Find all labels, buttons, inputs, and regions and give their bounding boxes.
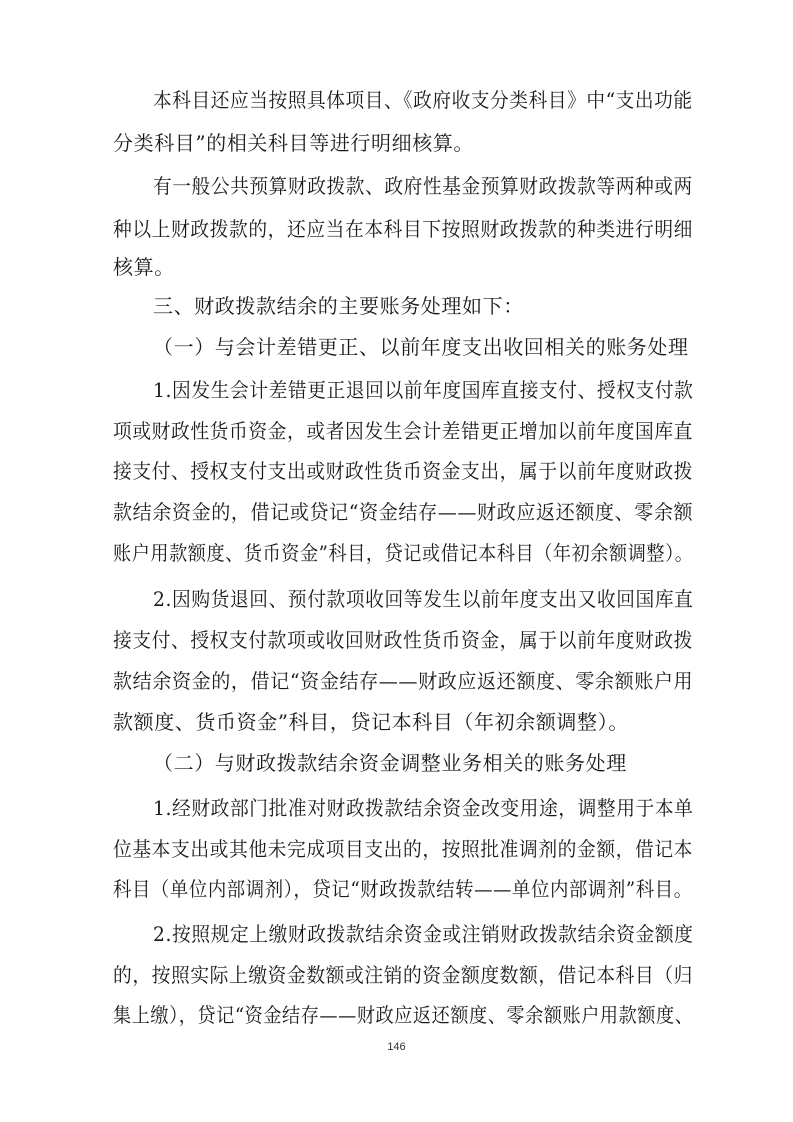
- paragraph-line: 款结余资金的，借记“资金结存——财政应返还额度、零余额账户用: [113, 669, 694, 693]
- paragraph-line: 1.经财政部门批准对财政拨款结余资金改变用途，调整用于本单: [153, 796, 694, 820]
- paragraph-line: 本科目还应当按照具体项目、《政府收支分类科目》中“支出功能: [153, 88, 693, 112]
- section-heading: 三、财政拨款结余的主要账务处理如下：: [153, 294, 524, 318]
- paragraph-line: 账户用款额度、货币资金”科目，贷记或借记本科目（年初余额调整）。: [113, 541, 694, 565]
- paragraph-line: 款结余资金的，借记或贷记“资金结存——财政应返还额度、零余额: [113, 500, 694, 524]
- paragraph-line: 接支付、授权支付款项或收回财政性货币资金，属于以前年度财政拨: [113, 628, 693, 652]
- paragraph-line: 科目（单位内部调剂），贷记“财政拨款结转——单位内部调剂”科目。: [113, 877, 693, 901]
- paragraph-line: 2.因购货退回、预付款项收回等发生以前年度支出又收回国库直: [153, 587, 694, 611]
- paragraph-line: 种以上财政拨款的，还应当在本科目下按照财政拨款的种类进行明细: [113, 217, 693, 241]
- paragraph-line: 有一般公共预算财政拨款、政府性基金预算财政拨款等两种或两: [153, 174, 693, 198]
- paragraph-line: 的，按照实际上缴资金数额或注销的资金额度数额，借记本科目（归: [113, 963, 693, 987]
- subsection-heading: （一）与会计差错更正、以前年度支出收回相关的账务处理: [153, 335, 689, 359]
- paragraph-line: 接支付、授权支付支出或财政性货币资金支出，属于以前年度财政拨: [113, 459, 693, 483]
- page-number: 146: [387, 1041, 406, 1053]
- paragraph-line: 1.因发生会计差错更正退回以前年度国库直接支付、授权支付款: [153, 378, 694, 402]
- paragraph-line: 集上缴），贷记“资金结存——财政应返还额度、零余额账户用款额度、: [113, 1003, 694, 1027]
- paragraph-line: 款额度、货币资金”科目，贷记本科目（年初余额调整）。: [113, 710, 629, 734]
- paragraph-line: 核算。: [113, 255, 175, 279]
- paragraph-line: 分类科目”的相关科目等进行明细核算。: [113, 131, 475, 155]
- paragraph-line: 位基本支出或其他未完成项目支出的，按照批准调剂的金额，借记本: [113, 837, 693, 861]
- subsection-heading: （二）与财政拨款结余资金调整业务相关的账务处理: [153, 751, 627, 775]
- paragraph-line: 项或财政性货币资金，或者因发生会计差错更正增加以前年度国库直: [113, 419, 693, 443]
- paragraph-line: 2.按照规定上缴财政拨款结余资金或注销财政拨款结余资金额度: [153, 922, 694, 946]
